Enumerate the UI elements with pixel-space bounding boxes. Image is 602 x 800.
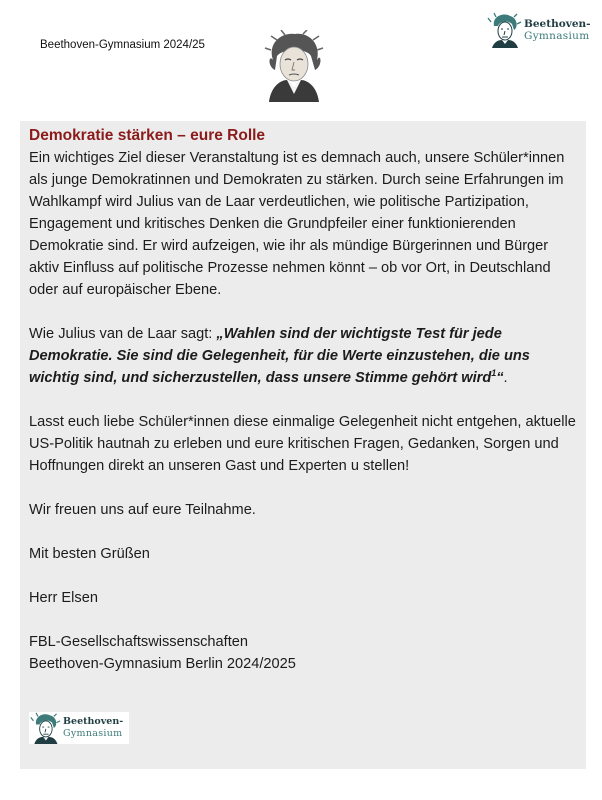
quote-period: .: [503, 370, 508, 386]
signature-school: Beethoven-Gymnasium Berlin 2024/2025: [29, 656, 296, 672]
quote-text: „Wahlen sind der wichtigste Test für jede Demokratie. Sie sind die Gelegenheit, für die Werte einzustehen, die uns wichtig sind, und sicherzustellen, dass unsere Stimme gehört wird: [29, 326, 530, 386]
school-year-header: Beethoven-Gymnasium 2024/25: [40, 39, 205, 51]
letter-body: [29, 125, 581, 675]
section-heading: Demokratie stärken – eure Rolle: [29, 127, 266, 144]
school-logo-header: [486, 12, 590, 48]
footer-logo-line1: Beethoven-: [63, 716, 124, 727]
school-logo-footer: [29, 712, 129, 744]
paragraph-quote: [29, 323, 581, 389]
signature-department: FBL-Gesellschaftswissenschaften: [29, 634, 248, 650]
beethoven-portrait-icon: [263, 30, 325, 102]
logo-text-line2: Gymnasium: [524, 30, 590, 42]
quote-close-mark: “: [496, 370, 504, 386]
closing-line: Wir freuen uns auf eure Teilnahme.: [29, 502, 256, 518]
paragraph-invitation: Lasst euch liebe Schüler*innen diese einmalige Gelegenheit nicht entgehen, aktuelle US-Politik hautnah zu erleben und eure kritischen Fragen, Gedanken, Sorgen und Hoffnungen direkt an unseren Gast und Experten u stellen!: [29, 414, 576, 474]
footer-logo-line2: Gymnasium: [63, 728, 123, 739]
signature-name: Herr Elsen: [29, 590, 98, 606]
quote-footnote: 1: [491, 368, 497, 379]
beethoven-logo-icon: [486, 12, 522, 48]
quote-intro: Wie Julius van de Laar sagt:: [29, 326, 217, 342]
greeting-line: Mit besten Grüßen: [29, 546, 150, 562]
logo-text-line1: Beethoven-: [524, 18, 591, 30]
paragraph-intro: Ein wichtiges Ziel dieser Veranstaltung ist es demnach auch, unsere Schüler*innen als junge Demokratinnen und Demokraten zu stärken. Durch seine Erfahrungen im Wahlkampf wird Julius van de Laar verdeutlichen, wie politische Partizipation, Engagement und kritisches Denken die Grundpfeiler einer funktionierenden Demokratie sind. Er wird aufzeigen, wie ihr als mündige Bürgerinnen und Bürger aktiv Einfluss auf politische Prozesse nehmen könnt – ob vor Ort, in Deutschland oder auf europäischer Ebene.: [29, 150, 565, 298]
beethoven-logo-icon: [29, 712, 61, 744]
